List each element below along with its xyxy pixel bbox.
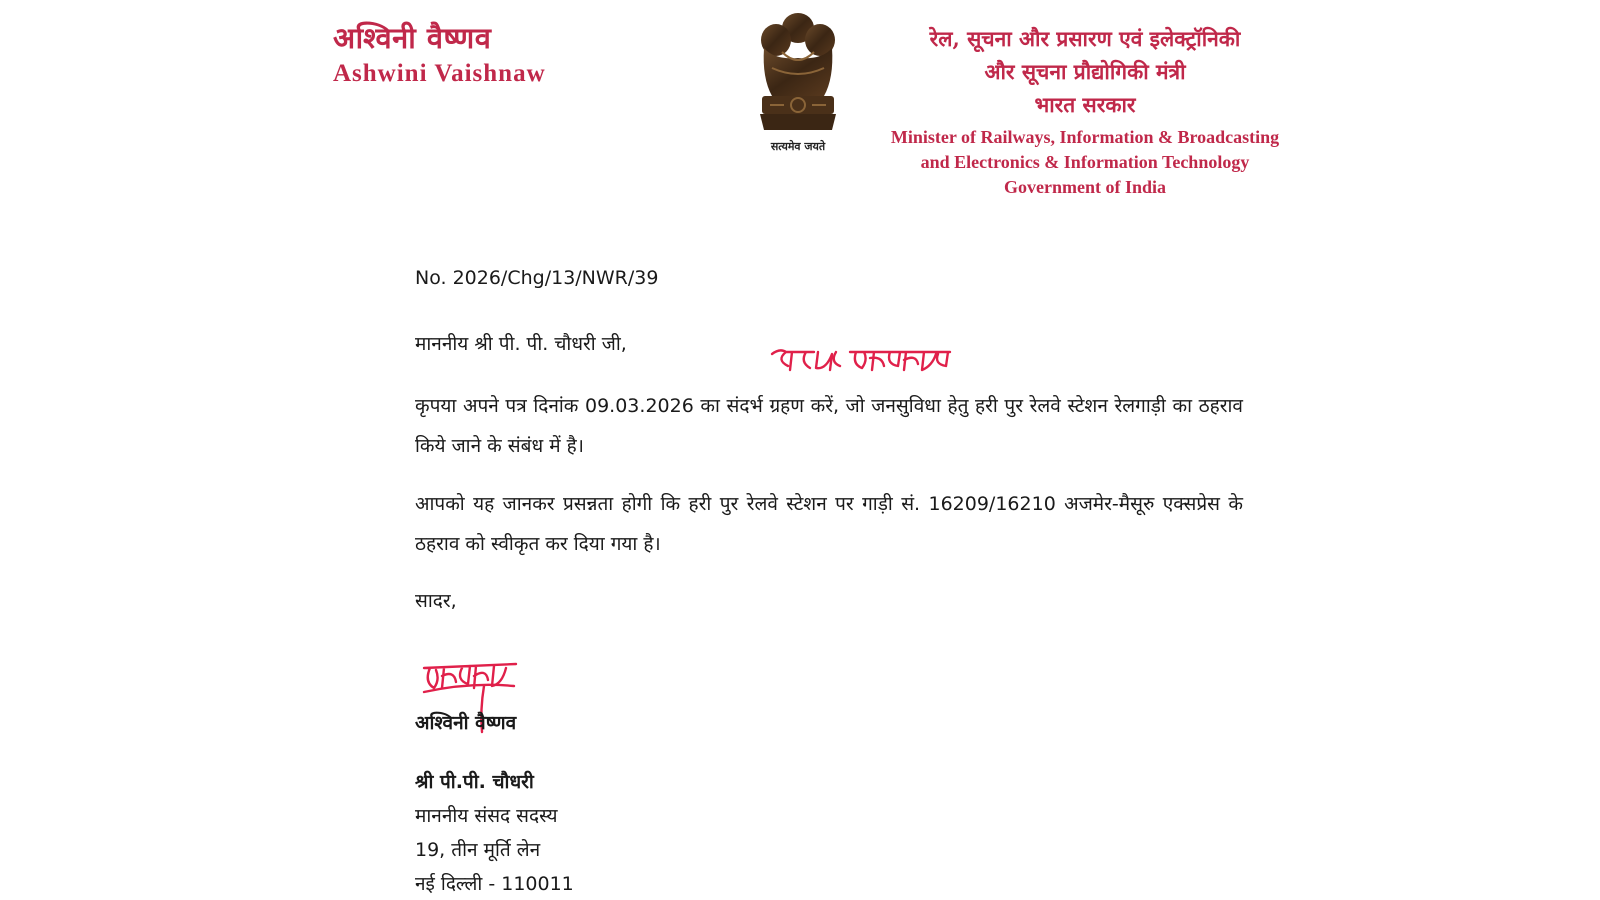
closing: सादर, [415,590,457,612]
recipient-address-line-1: 19, तीन मूर्ति लेन [415,839,541,861]
designation-hindi-line-3: भारत सरकार [1034,92,1136,117]
signer-name: अश्विनी वैष्णव [415,712,517,734]
designation-hindi-line-1: रेल, सूचना और प्रसारण एवं इलेक्ट्रॉनिकी [929,26,1241,51]
designation-block [880,22,1290,200]
handwritten-greeting [766,340,956,380]
letter-paragraph-2: आपको यह जानकर प्रसन्नता होगी कि हरी पुर रेलवे स्टेशन पर गाड़ी सं. 16209/16210 अजमेर-मैसूरु एक्सप्रेस के ठहराव को स्वीकृत कर दिया गया है। [415,493,1243,555]
designation-english-line-2: and Electronics & Information Technology [920,152,1250,172]
designation-hindi-line-2: और सूचना प्रौद्योगिकी मंत्री [984,59,1186,84]
reference-number: No. 2026/Chg/13/NWR/39 [415,267,659,289]
sender-name-hindi: अश्विनी वैष्णव [333,21,492,55]
handwritten-signature [420,650,540,750]
designation-english-line-1: Minister of Railways, Information & Broadcasting [890,127,1280,147]
emblem-motto: सत्यमेव जयते [770,140,826,153]
letter-paragraph-1: कृपया अपने पत्र दिनांक 09.03.2026 का संदर्भ ग्रहण करें, जो जनसुविधा हेतु हरी पुर रेलवे स्टेशन रेलगाड़ी का ठहराव किये जाने के संबंध में है। [415,395,1243,457]
sender-name-english: Ashwini Vaishnaw [333,60,546,87]
salutation: माननीय श्री पी. पी. चौधरी जी, [415,333,627,355]
national-emblem-icon [752,8,844,158]
recipient-title: माननीय संसद सदस्य [415,805,558,827]
recipient-address-line-2: नई दिल्ली - 110011 [415,873,574,895]
recipient-name: श्री पी.पी. चौधरी [415,771,534,793]
designation-english-line-3: Government of India [1004,177,1166,197]
